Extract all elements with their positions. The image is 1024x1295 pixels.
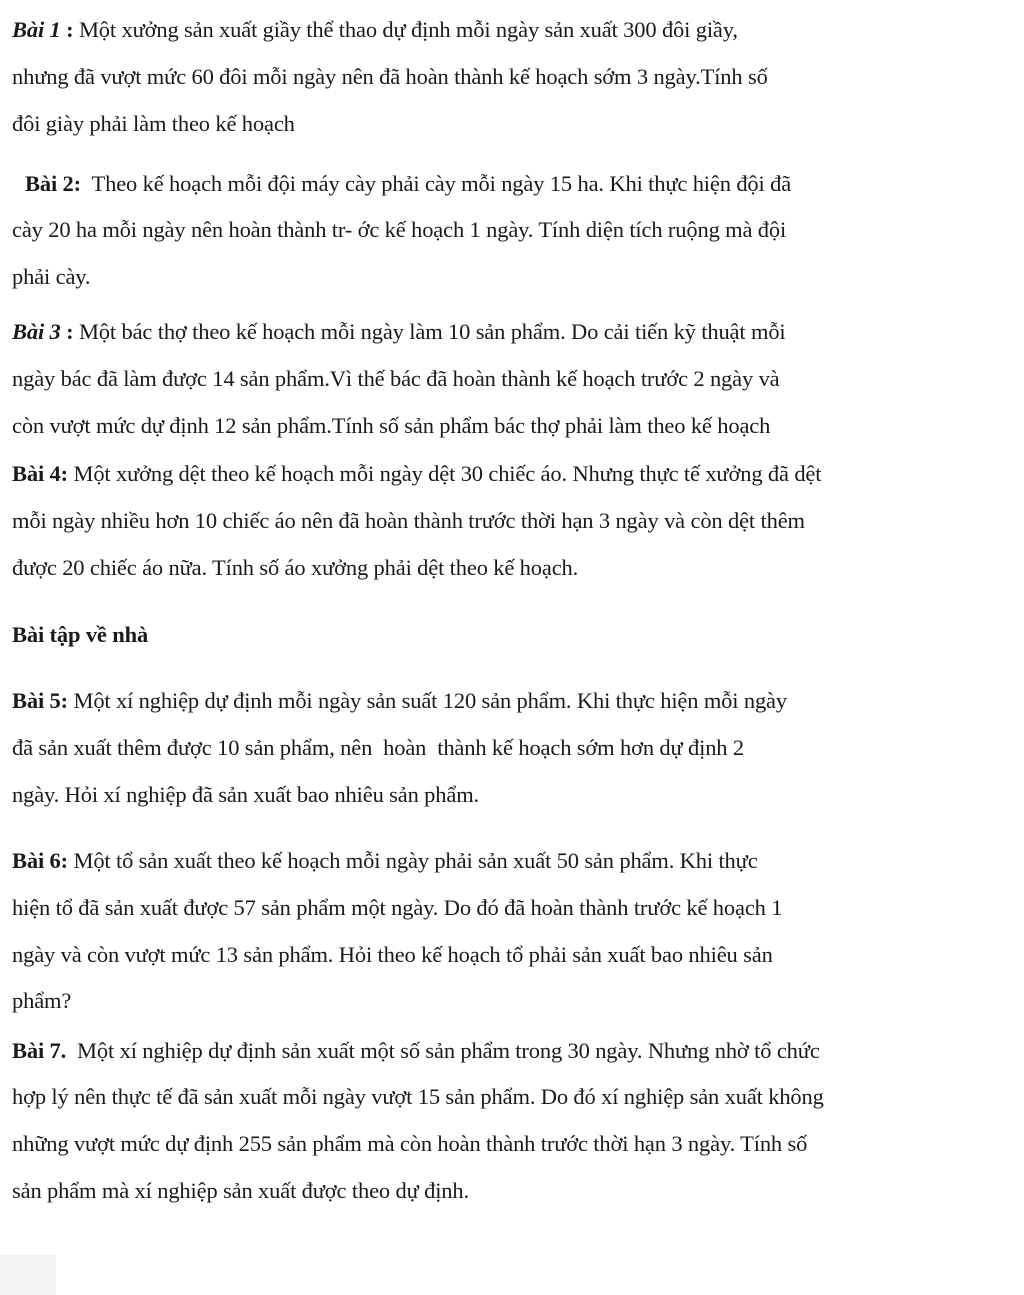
ex3-line-2 (12, 364, 780, 394)
ex2-line-2 (12, 215, 786, 245)
ex6-line-1 (12, 846, 758, 876)
ex3-label: Bài 3 (12, 319, 61, 344)
ex3-text-2: ngày bác đã làm được 14 sản phẩm.Vì thế bác đã hoàn thành kế hoạch trước 2 ngày và (12, 366, 780, 391)
ex3-separator: : (60, 319, 79, 344)
ex1-line-1 (12, 15, 738, 45)
ex2-label: Bài 2: (25, 171, 81, 196)
corner-artifact (0, 1255, 56, 1295)
ex6-line-3 (12, 940, 773, 970)
ex5-text-1: Một xí nghiệp dự định mỗi ngày sản suất 120 sản phẩm. Khi thực hiện mỗi ngày (67, 688, 787, 713)
ex7-text-3: những vượt mức dự định 255 sản phẩm mà còn hoàn thành trước thời hạn 3 ngày. Tính số (12, 1131, 808, 1156)
ex3-text-1: Một bác thợ theo kế hoạch mỗi ngày làm 10 sản phẩm. Do cải tiến kỹ thuật mỗi (78, 319, 786, 344)
ex6-text-2: hiện tổ đã sản xuất được 57 sản phẩm một ngày. Do đó đã hoàn thành trước kế hoạch 1 (12, 895, 783, 920)
ex5-line-3 (12, 780, 479, 810)
ex2-text-3: phải cày. (12, 264, 91, 289)
ex5-line-1 (12, 686, 787, 716)
ex7-line-1 (12, 1036, 820, 1066)
ex1-text-1: Một xưởng sản xuất giầy thể thao dự định mỗi ngày sản xuất 300 đôi giầy, (78, 17, 738, 42)
homework-heading: Bài tập về nhà (12, 622, 149, 647)
ex3-line-1 (12, 317, 786, 347)
ex6-label: Bài 6: (12, 848, 68, 873)
ex1-line-3 (12, 109, 295, 139)
ex6-text-1: Một tổ sản xuất theo kế hoạch mỗi ngày phải sản xuất 50 sản phẩm. Khi thực (67, 848, 758, 873)
ex3-line-3 (12, 411, 770, 441)
ex7-text-4: sản phẩm mà xí nghiệp sản xuất được theo dự định. (12, 1178, 469, 1203)
ex6-line-2 (12, 893, 782, 923)
ex5-text-2: đã sản xuất thêm được 10 sản phẩm, nên hoàn thành kế hoạch sớm hơn dự định 2 (12, 735, 744, 760)
ex5-text-3: ngày. Hỏi xí nghiệp đã sản xuất bao nhiêu sản phẩm. (12, 782, 480, 807)
ex4-line-2 (12, 506, 805, 536)
ex7-line-3 (12, 1129, 807, 1159)
ex1-separator: : (60, 17, 79, 42)
ex7-text-2: hợp lý nên thực tế đã sản xuất mỗi ngày vượt 15 sản phẩm. Do đó xí nghiệp sản xuất không (12, 1084, 824, 1109)
ex7-line-4 (12, 1176, 469, 1206)
ex1-line-2 (12, 62, 768, 92)
ex7-line-2 (12, 1082, 824, 1112)
ex7-text-1: Một xí nghiệp dự định sản xuất một số sản phẩm trong 30 ngày. Nhưng nhờ tổ chức (66, 1038, 820, 1063)
ex2-text-1: Theo kế hoạch mỗi đội máy cày phải cày mỗi ngày 15 ha. Khi thực hiện đội đã (80, 171, 792, 196)
ex6-text-4: phẩm? (12, 988, 72, 1013)
ex4-text-3: được 20 chiếc áo nữa. Tính số áo xưởng phải dệt theo kế hoạch. (12, 555, 579, 580)
ex5-label: Bài 5: (12, 688, 68, 713)
ex4-label: Bài 4: (12, 461, 68, 486)
ex5-line-2 (12, 733, 744, 763)
ex4-text-1: Một xưởng dệt theo kế hoạch mỗi ngày dệt 30 chiếc áo. Nhưng thực tế xưởng đã dệt (67, 461, 822, 486)
ex6-line-4 (12, 986, 71, 1016)
ex6-text-3: ngày và còn vượt mức 13 sản phẩm. Hỏi theo kế hoạch tổ phải sản xuất bao nhiêu sản (12, 942, 773, 967)
ex3-text-3: còn vượt mức dự định 12 sản phẩm.Tính số sản phẩm bác thợ phải làm theo kế hoạch (12, 413, 771, 438)
ex2-line-3 (12, 262, 90, 292)
ex1-text-3: đôi giày phải làm theo kế hoạch (12, 111, 295, 136)
ex4-text-2: mỗi ngày nhiều hơn 10 chiếc áo nên đã hoàn thành trước thời hạn 3 ngày và còn dệt thêm (12, 508, 805, 533)
ex4-line-3 (12, 553, 578, 583)
ex1-label: Bài 1 (12, 17, 61, 42)
ex1-text-2: nhưng đã vượt mức 60 đôi mỗi ngày nên đã hoàn thành kế hoạch sớm 3 ngày.Tính số (12, 64, 768, 89)
ex7-label: Bài 7. (12, 1038, 67, 1063)
ex2-text-2: cày 20 ha mỗi ngày nên hoàn thành tr- ớc kế hoạch 1 ngày. Tính diện tích ruộng mà đội (12, 217, 787, 242)
ex4-line-1 (12, 459, 821, 489)
ex2-line-1 (25, 169, 791, 199)
